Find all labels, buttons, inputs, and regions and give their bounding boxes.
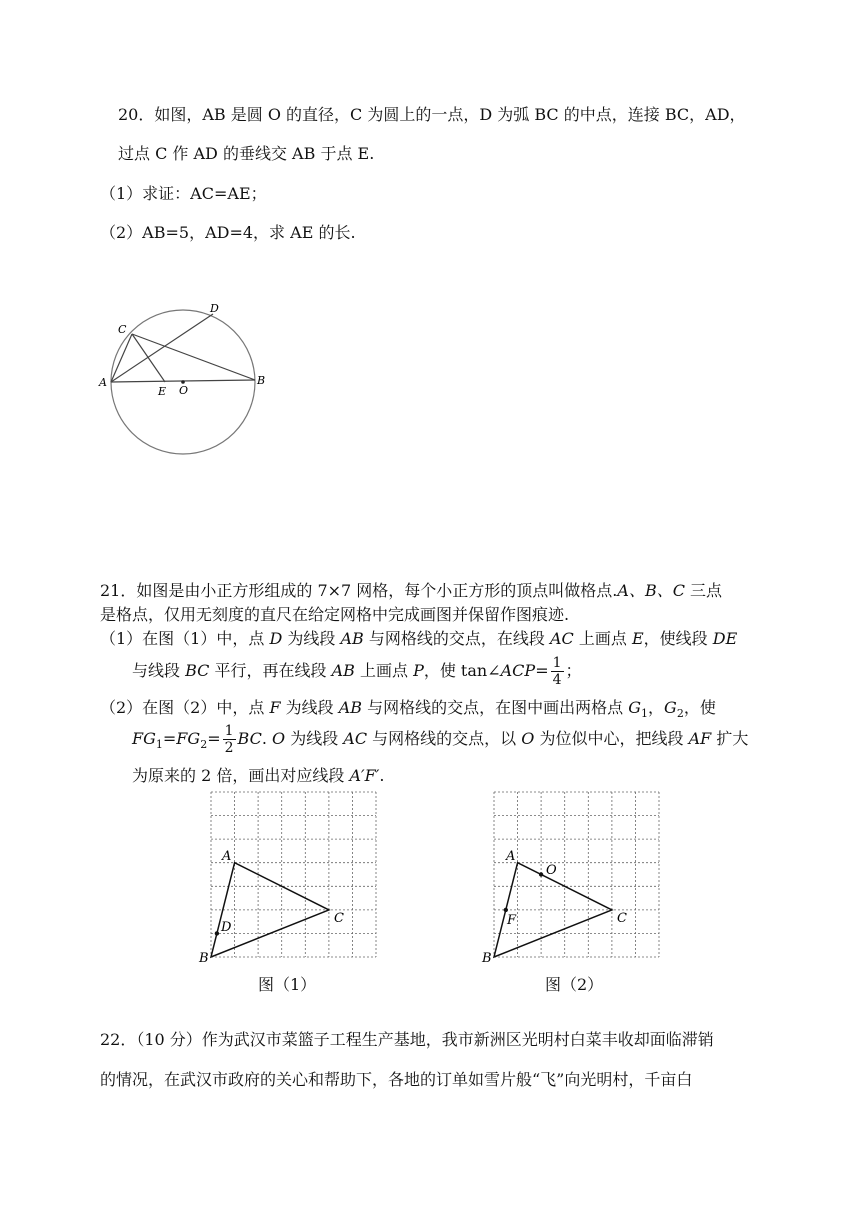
q21-part2-line2: $FG_1=FG_2=$ $\frac{1}{2}$ BC. O 为线段 AC 与网格线的交点，以 O 为位似中心，把线段 AF 扩大 [132, 723, 749, 756]
q21-part2-line1: （2）在图（2）中，点 F 为线段 AB 与网格线的交点，在图中画出两格点 $G_1$，$G_2$，使 [100, 698, 716, 721]
grid-2-lines [494, 792, 659, 957]
q21-line2: 是格点，仅用无刻度的直尺在给定网格中完成画图并保留作图痕迹. [100, 605, 570, 624]
fig2-caption: 图（2） [545, 975, 604, 994]
label-a: A [99, 376, 107, 389]
label-d: D [210, 302, 219, 315]
fig1-caption: 图（1） [258, 975, 317, 994]
fig2-label-a: A [506, 849, 516, 864]
label-b: B [257, 374, 266, 387]
q20-line2: 过点 C 作 AD 的垂线交 AB 于点 E. [118, 144, 375, 163]
label-e: E [158, 385, 167, 398]
q21-line1: 21．如图是由小正方形组成的 7×7 网格，每个小正方形的顶点叫做格点.A、B、C 三点 [100, 581, 723, 600]
q20-part1: （1）求证：AC=AE； [100, 184, 267, 203]
q21-part2-line3: 为原来的 2 倍，画出对应线段 A′F′. [132, 766, 385, 785]
label-o: O [179, 384, 189, 397]
label-c: C [118, 323, 127, 336]
fig1-label-c: C [334, 911, 344, 926]
fig2-label-f: F [507, 913, 517, 928]
q22-line2: 的情况，在武汉市政府的关心和帮助下，各地的订单如雪片般“飞”向光明村，千亩白 [100, 1070, 693, 1089]
fig1-label-d: D [221, 920, 232, 935]
q20-part2: （2）AB=5，AD=4，求 AE 的长. [100, 223, 356, 242]
fraction-one-quarter: $\frac{1}{4}$ [552, 655, 562, 688]
fraction-one-half: $\frac{1}{2}$ [224, 723, 234, 756]
fig1-label-b: B [199, 951, 209, 966]
q21-part1-line2: 与线段 BC 平行，再在线段 AB 上画点 P，使 tan∠ACP= $\frac{1}{4}$ ； [132, 655, 582, 688]
q20-line1: 20．如图，AB 是圆 O 的直径，C 为圆上的一点，D 为弧 BC 的中点，连接 BC，AD， [118, 105, 746, 124]
fig2-label-o: O [546, 863, 557, 878]
fig1-label-a: A [222, 849, 232, 864]
point-f [504, 908, 508, 912]
fig2-label-c: C [617, 911, 627, 926]
fig2-label-b: B [482, 951, 492, 966]
q22-line1: 22．（10 分）作为武汉市菜篮子工程生产基地，我市新洲区光明村白菜丰收却面临滞销 [100, 1030, 714, 1049]
q21-part1-line1: （1）在图（1）中，点 D 为线段 AB 与网格线的交点，在线段 AC 上画点 E，使线段 DE [100, 629, 738, 648]
point-o-fig2 [539, 872, 543, 876]
